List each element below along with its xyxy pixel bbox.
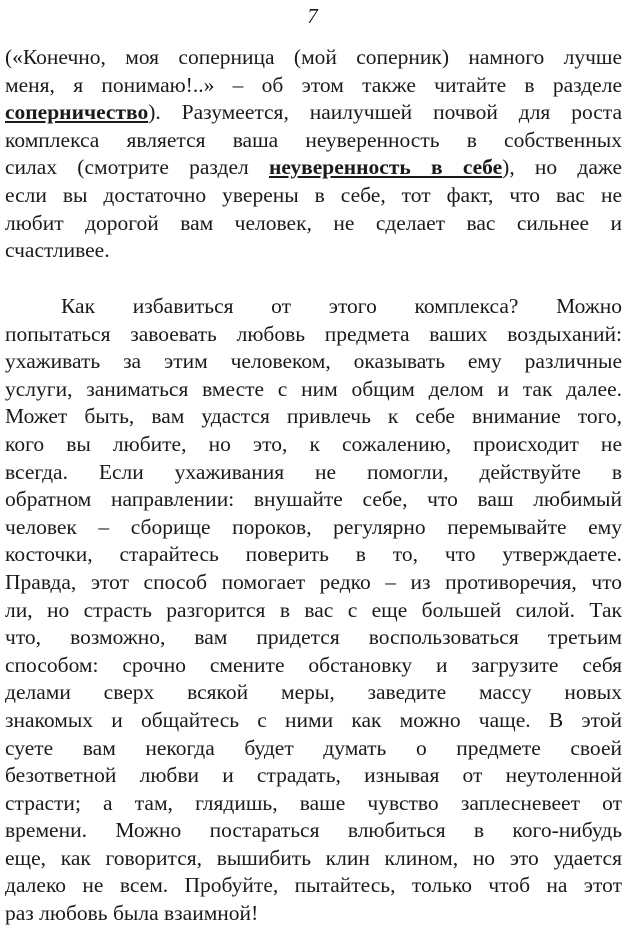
- text-fragment: силах (смотрите раздел: [5, 155, 269, 180]
- text-line: услуги, заниматься вместе с ним общим делом и так далее.: [5, 376, 622, 401]
- text-line: Может быть, вам удастся привлечь к себе внимание того,: [5, 404, 622, 429]
- text-line: («Конечно, моя соперница (мой соперник) намного лучше: [5, 45, 622, 69]
- cross-reference-link[interactable]: соперничество: [5, 100, 149, 125]
- text-line: раз любовь была взаимной!: [5, 901, 259, 926]
- text-line: [5, 99, 622, 127]
- text-line: ухаживать за этим человеком, оказывать ему различные: [5, 349, 622, 374]
- cross-reference-link[interactable]: неуверенность в себе: [268, 155, 503, 180]
- text-line: безответной любви и страдать, изнывая от неутоленной: [5, 763, 622, 788]
- text-line: времени. Можно постараться влюбиться в кого-нибудь: [5, 818, 622, 843]
- page-number: 7: [307, 4, 318, 28]
- text-line: [5, 154, 622, 182]
- text-line: попытаться завоевать любовь предмета ваших воздыханий:: [5, 321, 622, 346]
- text-line: суете вам некогда будет думать о предмете своей: [5, 735, 622, 760]
- text-line: если вы достаточно уверены в себе, тот факт, что вас не: [5, 182, 622, 207]
- text-line: знакомых и общайтесь с ними как можно чаще. В этой: [5, 707, 622, 732]
- text-line: Как избавиться от этого комплекса? Можно: [61, 294, 622, 318]
- text-line: любит дорогой вам человек, не сделает вас сильнее и: [5, 210, 622, 235]
- text-line: косточки, старайтесь поверить в то, что утверждаете.: [5, 542, 622, 567]
- text-line: комплекса является ваша неуверенность в собственных: [5, 127, 622, 152]
- text-line: человек – сборище пороков, регулярно перемывайте ему: [5, 514, 622, 539]
- paragraph-1: [5, 44, 622, 265]
- text-line: обратном направлении: внушайте себе, что ваш любимый: [5, 487, 622, 512]
- text-fragment: ), но даже: [502, 155, 622, 180]
- text-line: делами сверх всякой меры, заведите массу новых: [5, 680, 622, 705]
- text-line: счастливее.: [5, 238, 110, 263]
- text-line: еще, как говорится, вышибить клин клином, но это удается: [5, 845, 622, 870]
- text-line: Правда, этот способ помогает редко – из противоречия, что: [5, 569, 622, 594]
- text-line: меня, я понимаю!..» – об этом также читайте в разделе: [5, 72, 622, 97]
- paragraph-2: [5, 293, 622, 928]
- text-line: страсти; а там, глядишь, ваше чувство заплесневеет от: [5, 790, 622, 815]
- text-line: ли, но страсть разгорится в вас с еще большей силой. Так: [5, 597, 622, 622]
- text-fragment: ). Разумеется, наилучшей почвой для роста: [148, 100, 622, 125]
- text-line: способом: срочно смените обстановку и загрузите себя: [5, 652, 622, 677]
- text-line: всегда. Если ухаживания не помогли, действуйте в: [5, 459, 622, 484]
- text-line: что, возможно, вам придется воспользоваться третьим: [5, 625, 622, 650]
- text-line: далеко не всем. Пробуйте, пытайтесь, только чтоб на этот: [5, 873, 622, 898]
- text-line: кого вы любите, но это, к сожалению, происходит не: [5, 431, 622, 456]
